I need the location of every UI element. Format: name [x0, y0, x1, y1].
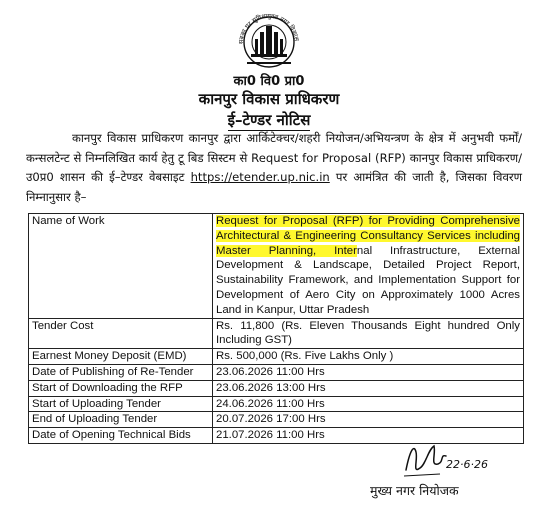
kda-logo — [229, 4, 309, 70]
cell-label: Start of Downloading the RFP — [29, 380, 213, 396]
table-row — [29, 214, 524, 319]
intro-text: कानपुर विकास प्राधिकरण कानपुर द्वारा आर्किटेक्चर/शहरी नियोजन/अभियन्त्रण के क्षेत्र में अनुभवी फर्मों/कन्सलटेन्ट से निम्नलिखित कार्य हेतु टू बिड सिस्टम से Request for Proposal (RFP) कानपुर विकास प्राधिकरण/उ0प्र0 शासन की ई–टेण्डर वेबसाइट — [26, 131, 522, 184]
table-row — [29, 412, 524, 428]
notice-title — [0, 110, 538, 130]
table-row — [29, 318, 524, 349]
org-abbreviation: का0 वि0 प्रा0 — [233, 74, 305, 89]
cell-value — [213, 214, 524, 319]
table-row — [29, 349, 524, 365]
tender-details-table — [28, 213, 524, 444]
intro-paragraph — [26, 129, 522, 207]
signature — [400, 440, 490, 482]
work-description: nal Infrastructure, External Development & Landscape, Detailed Project Report, Sustainability Framework, and Implementation Support for Development of Aero City on Approximately 1000 Acres Land in Kanpur, Uttar Pradesh — [216, 244, 520, 316]
signature-date: 22·6·26 — [446, 458, 488, 471]
org-name: कानपुर विकास प्राधिकरण — [198, 90, 340, 108]
cell-value: 24.06.2026 11:00 Hrs — [213, 396, 524, 412]
notice-title-text: ई–टेण्डर नोटिस — [227, 111, 311, 129]
cell-value: 23.06.2026 11:00 Hrs — [213, 364, 524, 380]
cell-label: Name of Work — [29, 214, 213, 319]
cell-label: End of Uploading Tender — [29, 412, 213, 428]
table-row — [29, 396, 524, 412]
cell-label: Earnest Money Deposit (EMD) — [29, 349, 213, 365]
intro-text-after: पर आमंत्रित की जाती है, जिसका विवरण निम्नानुसार है– — [26, 170, 523, 204]
cell-label: Date of Publishing of Re-Tender — [29, 364, 213, 380]
cell-value: Rs. 500,000 (Rs. Five Lakhs Only ) — [213, 349, 524, 365]
cell-value: Rs. 11,800 (Rs. Eleven Thousands Eight hundred Only Including GST) — [213, 318, 524, 349]
table-row — [29, 380, 524, 396]
highlighted-text: Request for Proposal (RFP) for Providing Comprehensive Architectural & Engineering Consultancy Services including Master Planning, Inter — [216, 215, 520, 257]
emblem-text: सबका घर सुविधायुक्त नगर विकास — [237, 12, 300, 45]
cell-value: 23.06.2026 13:00 Hrs — [213, 380, 524, 396]
etender-link[interactable]: https://etender.up.nic.in — [190, 170, 330, 184]
cell-label: Tender Cost — [29, 318, 213, 349]
cell-label: Start of Uploading Tender — [29, 396, 213, 412]
table-row — [29, 364, 524, 380]
cell-label: Date of Opening Technical Bids — [29, 428, 213, 444]
designation: मुख्य नगर नियोजक — [370, 483, 459, 498]
cell-value: 20.07.2026 17:00 Hrs — [213, 412, 524, 428]
cell-value: 21.07.2026 11:00 Hrs — [213, 428, 524, 444]
